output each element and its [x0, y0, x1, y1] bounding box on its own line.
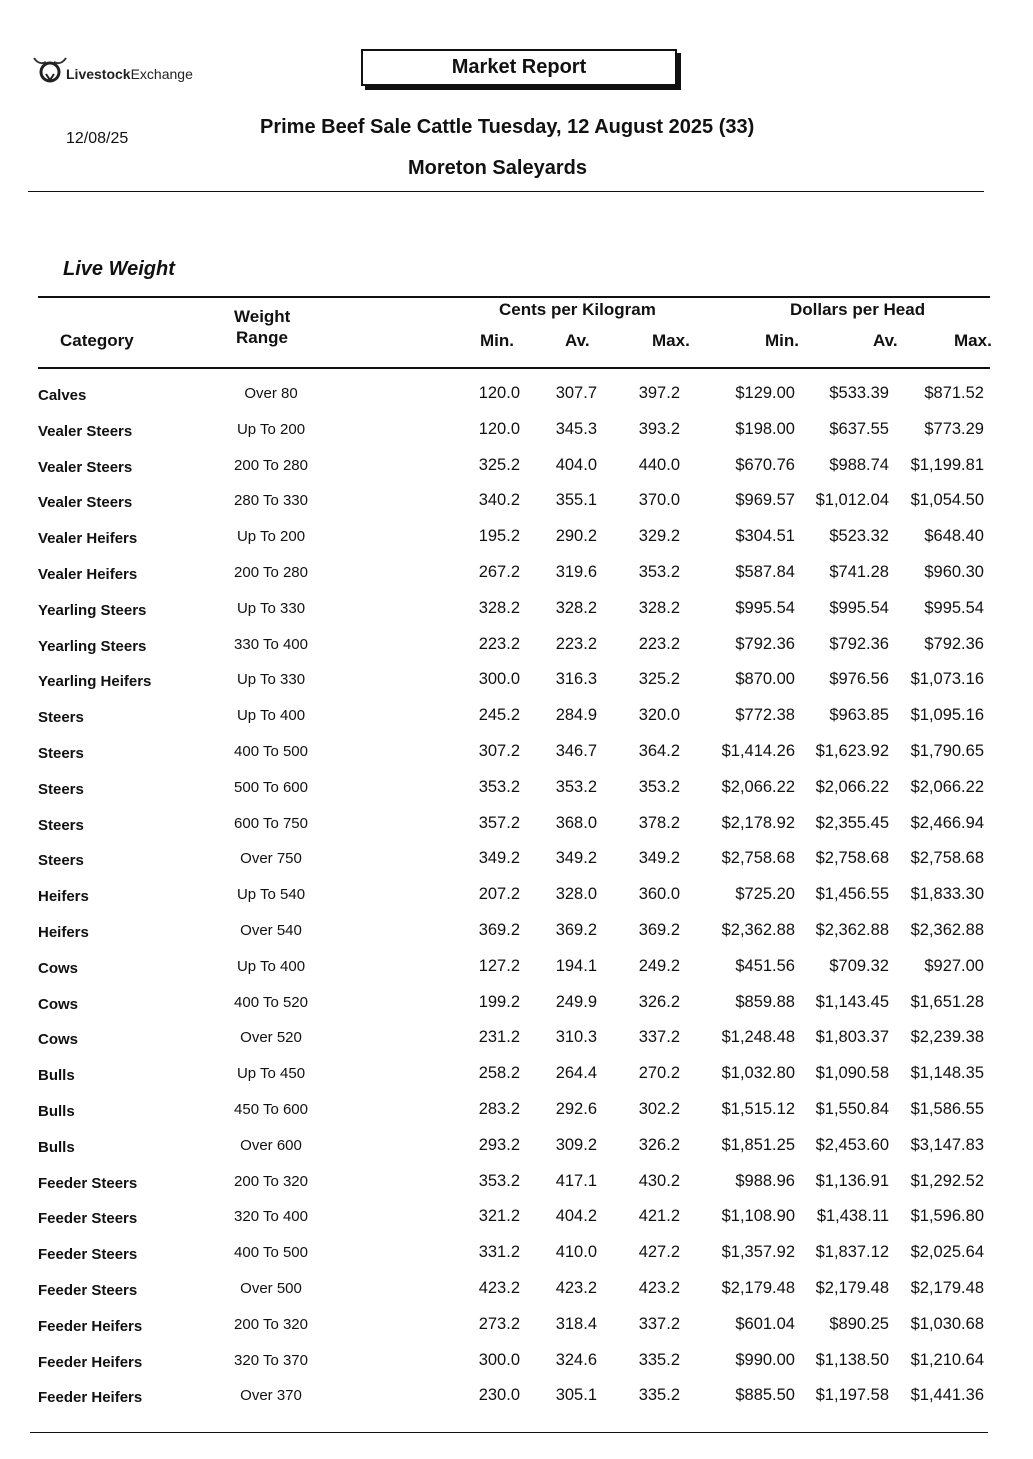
- dollars-max-cell: $3,147.83: [910, 1135, 984, 1154]
- dollars-max-cell: $648.40: [924, 527, 984, 546]
- weight-range-cell: Over 80: [244, 385, 298, 402]
- cents-av-cell: 328.0: [555, 885, 597, 904]
- dollars-min-cell: $990.00: [735, 1350, 795, 1369]
- dollars-max-cell: $1,790.65: [910, 741, 984, 760]
- dollars-av-cell: $988.74: [829, 455, 889, 474]
- col-header-cents-max: Max.: [652, 331, 690, 350]
- cents-min-cell: 258.2: [478, 1064, 520, 1083]
- dollars-max-cell: $1,210.64: [910, 1350, 984, 1369]
- cents-min-cell: 245.2: [478, 706, 520, 725]
- cents-min-cell: 423.2: [478, 1278, 520, 1297]
- cents-av-cell: 345.3: [555, 419, 597, 438]
- dollars-av-cell: $1,456.55: [815, 885, 889, 904]
- cents-av-cell: 349.2: [555, 849, 597, 868]
- table-row: [0, 1243, 1033, 1279]
- dollars-max-cell: $2,758.68: [910, 849, 984, 868]
- weight-range-cell: 200 To 320: [234, 1172, 308, 1190]
- table-row: [0, 635, 1033, 671]
- cents-av-cell: 305.1: [555, 1386, 597, 1405]
- dollars-min-cell: $1,357.92: [721, 1243, 795, 1262]
- dollars-min-cell: $2,362.88: [721, 920, 795, 939]
- weight-range-cell: 450 To 600: [234, 1100, 308, 1118]
- category-cell: Vealer Heifers: [38, 565, 138, 583]
- category-cell: Vealer Steers: [38, 422, 133, 440]
- dollars-min-cell: $670.76: [735, 455, 795, 474]
- dollars-max-cell: $960.30: [924, 562, 984, 581]
- dollars-max-cell: $1,651.28: [910, 992, 984, 1011]
- cents-min-cell: 223.2: [478, 634, 520, 653]
- cents-max-cell: 337.2: [638, 1314, 680, 1333]
- cents-min-cell: 325.2: [478, 455, 520, 474]
- dollars-max-cell: $2,362.88: [910, 920, 984, 939]
- weight-range-cell: Up To 330: [236, 599, 306, 617]
- category-cell: Heifers: [38, 923, 89, 941]
- cents-min-cell: 120.0: [478, 419, 520, 438]
- table-row: [0, 742, 1033, 778]
- logo-text: LivestockExchange: [66, 66, 193, 82]
- market-report-label: Market Report: [361, 49, 677, 86]
- cents-av-cell: 309.2: [555, 1135, 597, 1154]
- cents-min-cell: 353.2: [478, 1171, 520, 1190]
- dollars-min-cell: $129.00: [735, 384, 795, 402]
- dollars-min-cell: $2,066.22: [721, 777, 795, 796]
- dollars-max-cell: $2,239.38: [910, 1028, 984, 1047]
- dollars-av-cell: $2,362.88: [815, 920, 889, 939]
- cents-min-cell: 328.2: [478, 598, 520, 617]
- cents-av-cell: 290.2: [555, 527, 597, 546]
- dollars-max-cell: $1,199.81: [910, 455, 984, 474]
- cents-max-cell: 335.2: [638, 1386, 680, 1405]
- cents-min-cell: 195.2: [478, 527, 520, 546]
- dollars-av-cell: $1,136.91: [815, 1171, 889, 1190]
- col-group-cents: Cents per Kilogram: [499, 300, 656, 319]
- category-cell: Feeder Heifers: [38, 1353, 143, 1371]
- col-header-cents-min: Min.: [480, 331, 514, 350]
- cents-min-cell: 293.2: [478, 1135, 520, 1154]
- category-cell: Feeder Steers: [38, 1281, 138, 1299]
- cents-min-cell: 349.2: [478, 849, 520, 868]
- weight-range-cell: 200 To 280: [234, 456, 308, 474]
- cents-max-cell: 328.2: [638, 598, 680, 617]
- table-row: [0, 491, 1033, 527]
- category-cell: Vealer Heifers: [38, 530, 138, 548]
- category-cell: Yearling Heifers: [38, 673, 152, 691]
- dollars-av-cell: $1,550.84: [815, 1099, 889, 1118]
- cents-min-cell: 120.0: [478, 384, 520, 402]
- header-divider: [28, 191, 984, 192]
- table-row: [0, 993, 1033, 1029]
- table-row: [0, 1064, 1033, 1100]
- cents-av-cell: 318.4: [555, 1314, 597, 1333]
- col-header-weight: Weight: [234, 307, 291, 326]
- col-header-cents-av: Av.: [565, 331, 590, 350]
- weight-range-cell: Up To 200: [236, 420, 306, 438]
- cents-av-cell: 328.2: [555, 598, 597, 617]
- cents-min-cell: 230.0: [478, 1386, 520, 1405]
- dollars-av-cell: $1,197.58: [815, 1386, 889, 1405]
- category-cell: Bulls: [38, 1138, 75, 1156]
- cents-min-cell: 300.0: [478, 670, 520, 689]
- dollars-min-cell: $772.38: [735, 706, 795, 725]
- cents-max-cell: 249.2: [638, 956, 680, 975]
- table-row: [0, 384, 1033, 420]
- cents-av-cell: 417.1: [555, 1171, 597, 1190]
- dollars-av-cell: $1,012.04: [815, 491, 889, 510]
- cents-av-cell: 310.3: [555, 1028, 597, 1047]
- weight-range-cell: 500 To 600: [234, 778, 308, 796]
- table-row: [0, 957, 1033, 993]
- dollars-av-cell: $1,143.45: [815, 992, 889, 1011]
- table-header-rule: [38, 367, 990, 369]
- table-row: [0, 1136, 1033, 1172]
- category-cell: Steers: [38, 744, 84, 762]
- dollars-max-cell: $2,066.22: [910, 777, 984, 796]
- cents-av-cell: 264.4: [555, 1064, 597, 1083]
- table-row: [0, 1386, 1033, 1422]
- dollars-max-cell: $792.36: [924, 634, 984, 653]
- cents-av-cell: 249.9: [555, 992, 597, 1011]
- dollars-av-cell: $2,179.48: [815, 1278, 889, 1297]
- weight-range-cell: 400 To 500: [234, 1244, 308, 1262]
- table-row: [0, 921, 1033, 957]
- cents-av-cell: 284.9: [555, 706, 597, 725]
- table-row: [0, 1351, 1033, 1387]
- cents-av-cell: 423.2: [555, 1278, 597, 1297]
- dollars-max-cell: $1,586.55: [910, 1099, 984, 1118]
- dollars-av-cell: $995.54: [829, 598, 889, 617]
- weight-range-cell: 320 To 400: [234, 1208, 308, 1226]
- category-cell: Bulls: [38, 1067, 75, 1085]
- col-header-category: Category: [60, 331, 134, 350]
- dollars-max-cell: $927.00: [924, 956, 984, 975]
- table-body: [0, 384, 1033, 1422]
- dollars-av-cell: $890.25: [829, 1314, 889, 1333]
- category-cell: Steers: [38, 816, 84, 834]
- table-row: [0, 1207, 1033, 1243]
- col-header-dollars-max: Max.: [954, 331, 992, 350]
- cents-av-cell: 324.6: [555, 1350, 597, 1369]
- dollars-min-cell: $870.00: [735, 670, 795, 689]
- cents-max-cell: 440.0: [638, 455, 680, 474]
- category-cell: Feeder Steers: [38, 1174, 138, 1192]
- dollars-min-cell: $995.54: [735, 598, 795, 617]
- dollars-max-cell: $2,179.48: [910, 1278, 984, 1297]
- table-row: [0, 527, 1033, 563]
- dollars-min-cell: $792.36: [735, 634, 795, 653]
- dollars-av-cell: $1,803.37: [815, 1028, 889, 1047]
- dollars-min-cell: $725.20: [735, 885, 795, 904]
- report-date: 12/08/25: [66, 130, 129, 147]
- dollars-min-cell: $2,758.68: [721, 849, 795, 868]
- cents-max-cell: 337.2: [638, 1028, 680, 1047]
- dollars-av-cell: $741.28: [829, 562, 889, 581]
- dollars-min-cell: $2,178.92: [721, 813, 795, 832]
- weight-range-cell: 280 To 330: [234, 492, 308, 510]
- dollars-av-cell: $533.39: [829, 384, 889, 402]
- dollars-av-cell: $709.32: [829, 956, 889, 975]
- cents-max-cell: 353.2: [638, 777, 680, 796]
- dollars-min-cell: $1,414.26: [721, 741, 795, 760]
- weight-range-cell: Up To 330: [236, 671, 306, 689]
- category-cell: Heifers: [38, 888, 89, 906]
- cents-max-cell: 360.0: [638, 885, 680, 904]
- category-cell: Yearling Steers: [38, 601, 147, 619]
- cents-min-cell: 353.2: [478, 777, 520, 796]
- dollars-min-cell: $451.56: [735, 956, 795, 975]
- weight-range-cell: Over 600: [240, 1136, 302, 1154]
- category-cell: Vealer Steers: [38, 458, 133, 476]
- dollars-av-cell: $963.85: [829, 706, 889, 725]
- cents-max-cell: 349.2: [638, 849, 680, 868]
- dollars-min-cell: $1,248.48: [721, 1028, 795, 1047]
- weight-range-cell: 200 To 320: [234, 1315, 308, 1333]
- weight-range-cell: Up To 200: [236, 528, 306, 546]
- weight-range-cell: 400 To 520: [234, 993, 308, 1011]
- dollars-min-cell: $304.51: [735, 527, 795, 546]
- weight-range-cell: 600 To 750: [234, 814, 308, 832]
- weight-range-cell: 400 To 500: [234, 742, 308, 760]
- cents-min-cell: 357.2: [478, 813, 520, 832]
- cents-min-cell: 127.2: [478, 956, 520, 975]
- cents-max-cell: 427.2: [638, 1243, 680, 1262]
- dollars-max-cell: $773.29: [924, 419, 984, 438]
- table-bottom-rule: [30, 1432, 988, 1433]
- cents-max-cell: 421.2: [638, 1207, 680, 1226]
- dollars-min-cell: $1,515.12: [721, 1099, 795, 1118]
- cents-max-cell: 397.2: [638, 384, 680, 402]
- col-header-dollars-min: Min.: [765, 331, 799, 350]
- table-row: [0, 563, 1033, 599]
- cents-max-cell: 364.2: [638, 741, 680, 760]
- table-row: [0, 1172, 1033, 1208]
- dollars-max-cell: $2,466.94: [910, 813, 984, 832]
- cents-av-cell: 319.6: [555, 562, 597, 581]
- dollars-min-cell: $969.57: [735, 491, 795, 510]
- dollars-max-cell: $995.54: [924, 598, 984, 617]
- weight-range-cell: 330 To 400: [234, 635, 308, 653]
- dollars-av-cell: $523.32: [829, 527, 889, 546]
- dollars-min-cell: $1,851.25: [721, 1135, 795, 1154]
- category-cell: Feeder Steers: [38, 1246, 138, 1264]
- category-cell: Feeder Heifers: [38, 1389, 143, 1407]
- dollars-av-cell: $1,438.11: [816, 1207, 889, 1226]
- category-cell: Feeder Heifers: [38, 1317, 143, 1335]
- dollars-av-cell: $2,453.60: [815, 1135, 889, 1154]
- cents-av-cell: 410.0: [555, 1243, 597, 1262]
- category-cell: Steers: [38, 780, 84, 798]
- dollars-av-cell: $1,090.58: [815, 1064, 889, 1083]
- cents-av-cell: 369.2: [555, 920, 597, 939]
- cents-max-cell: 326.2: [638, 1135, 680, 1154]
- page-title: Prime Beef Sale Cattle Tuesday, 12 August 2025 (33): [260, 116, 755, 138]
- cents-min-cell: 300.0: [478, 1350, 520, 1369]
- weight-range-cell: Up To 400: [236, 957, 306, 975]
- category-cell: Cows: [38, 1031, 79, 1049]
- cents-av-cell: 223.2: [555, 634, 597, 653]
- category-cell: Calves: [38, 387, 87, 404]
- cents-max-cell: 302.2: [638, 1099, 680, 1118]
- cents-max-cell: 320.0: [638, 706, 680, 725]
- category-cell: Steers: [38, 709, 84, 727]
- dollars-max-cell: $1,833.30: [910, 885, 984, 904]
- category-cell: Cows: [38, 959, 79, 977]
- cents-min-cell: 283.2: [478, 1099, 520, 1118]
- cents-max-cell: 370.0: [638, 491, 680, 510]
- weight-range-cell: 320 To 370: [234, 1351, 308, 1369]
- dollars-av-cell: $976.56: [829, 670, 889, 689]
- dollars-max-cell: $871.52: [924, 384, 984, 402]
- bull-head-icon: [32, 52, 68, 86]
- dollars-min-cell: $2,179.48: [721, 1278, 795, 1297]
- cents-min-cell: 340.2: [478, 491, 520, 510]
- dollars-av-cell: $2,355.45: [815, 813, 889, 832]
- cents-min-cell: 267.2: [478, 562, 520, 581]
- category-cell: Vealer Steers: [38, 494, 133, 512]
- dollars-min-cell: $198.00: [735, 419, 795, 438]
- dollars-min-cell: $885.50: [735, 1386, 795, 1405]
- dollars-av-cell: $1,623.92: [815, 741, 889, 760]
- cents-av-cell: 368.0: [555, 813, 597, 832]
- dollars-max-cell: $1,095.16: [910, 706, 984, 725]
- cents-max-cell: 369.2: [638, 920, 680, 939]
- cents-max-cell: 393.2: [638, 419, 680, 438]
- cents-max-cell: 270.2: [638, 1064, 680, 1083]
- weight-range-cell: Over 500: [240, 1279, 302, 1297]
- cents-av-cell: 355.1: [555, 491, 597, 510]
- cents-min-cell: 321.2: [478, 1207, 520, 1226]
- col-header-dollars-av: Av.: [873, 331, 898, 350]
- cents-av-cell: 346.7: [555, 741, 597, 760]
- dollars-av-cell: $1,837.12: [815, 1243, 889, 1262]
- cents-av-cell: 353.2: [555, 777, 597, 796]
- dollars-min-cell: $1,032.80: [721, 1064, 795, 1083]
- dollars-min-cell: $859.88: [735, 992, 795, 1011]
- col-group-dollars: Dollars per Head: [790, 300, 926, 319]
- table-row: [0, 670, 1033, 706]
- dollars-max-cell: $1,441.36: [910, 1386, 984, 1405]
- section-title: Live Weight: [63, 258, 175, 280]
- table-row: [0, 599, 1033, 635]
- cents-max-cell: 423.2: [638, 1278, 680, 1297]
- cents-max-cell: 223.2: [638, 634, 680, 653]
- dollars-av-cell: $792.36: [829, 634, 889, 653]
- cents-max-cell: 430.2: [638, 1171, 680, 1190]
- cents-av-cell: 316.3: [555, 670, 597, 689]
- table-row: [0, 420, 1033, 456]
- dollars-max-cell: $1,030.68: [910, 1314, 984, 1333]
- category-cell: Feeder Steers: [38, 1210, 138, 1228]
- weight-range-cell: Up To 400: [236, 707, 306, 725]
- cents-min-cell: 273.2: [478, 1314, 520, 1333]
- table-row: [0, 1279, 1033, 1315]
- table-row: [0, 1315, 1033, 1351]
- weight-range-cell: Over 520: [240, 1029, 302, 1047]
- cents-min-cell: 307.2: [478, 741, 520, 760]
- saleyard-location: Moreton Saleyards: [408, 157, 587, 179]
- table-row: [0, 814, 1033, 850]
- table-row: [0, 849, 1033, 885]
- cents-max-cell: 325.2: [638, 670, 680, 689]
- cents-max-cell: 326.2: [638, 992, 680, 1011]
- cents-min-cell: 331.2: [478, 1243, 520, 1262]
- category-cell: Cows: [38, 995, 79, 1013]
- cents-max-cell: 335.2: [638, 1350, 680, 1369]
- cents-max-cell: 329.2: [638, 527, 680, 546]
- category-cell: Yearling Steers: [38, 637, 147, 655]
- cents-av-cell: 404.2: [555, 1207, 597, 1226]
- livestock-exchange-logo: [32, 52, 193, 86]
- table-row: [0, 885, 1033, 921]
- dollars-max-cell: $1,148.35: [910, 1064, 984, 1083]
- category-cell: Steers: [38, 852, 84, 870]
- cents-min-cell: 231.2: [478, 1028, 520, 1047]
- table-row: [0, 456, 1033, 492]
- dollars-max-cell: $2,025.64: [910, 1243, 984, 1262]
- weight-range-cell: Over 540: [240, 921, 302, 939]
- dollars-av-cell: $2,758.68: [815, 849, 889, 868]
- dollars-min-cell: $587.84: [735, 562, 795, 581]
- cents-max-cell: 353.2: [638, 562, 680, 581]
- table-row: [0, 1100, 1033, 1136]
- dollars-min-cell: $601.04: [735, 1314, 795, 1333]
- table-row: [0, 1028, 1033, 1064]
- dollars-min-cell: $1,108.90: [721, 1207, 795, 1226]
- dollars-av-cell: $2,066.22: [815, 777, 889, 796]
- cents-min-cell: 207.2: [478, 885, 520, 904]
- weight-range-cell: Over 370: [240, 1387, 302, 1405]
- cents-av-cell: 307.7: [555, 384, 597, 402]
- table-row: [0, 778, 1033, 814]
- dollars-max-cell: $1,073.16: [910, 670, 984, 689]
- table-row: [0, 706, 1033, 742]
- cents-av-cell: 292.6: [555, 1099, 597, 1118]
- cents-av-cell: 404.0: [555, 455, 597, 474]
- weight-range-cell: Over 750: [240, 850, 302, 868]
- dollars-max-cell: $1,596.80: [910, 1207, 984, 1226]
- weight-range-cell: Up To 540: [236, 886, 306, 904]
- weight-range-cell: Up To 450: [236, 1065, 306, 1083]
- cents-min-cell: 369.2: [478, 920, 520, 939]
- table-top-rule: [38, 296, 990, 298]
- category-cell: Bulls: [38, 1102, 75, 1120]
- weight-range-cell: 200 To 280: [234, 563, 308, 581]
- dollars-min-cell: $988.96: [735, 1171, 795, 1190]
- col-header-range: Range: [236, 328, 288, 347]
- dollars-av-cell: $637.55: [829, 419, 889, 438]
- dollars-max-cell: $1,292.52: [910, 1171, 984, 1190]
- cents-min-cell: 199.2: [478, 992, 520, 1011]
- dollars-av-cell: $1,138.50: [815, 1350, 889, 1369]
- cents-av-cell: 194.1: [555, 956, 597, 975]
- dollars-max-cell: $1,054.50: [910, 491, 984, 510]
- cents-max-cell: 378.2: [638, 813, 680, 832]
